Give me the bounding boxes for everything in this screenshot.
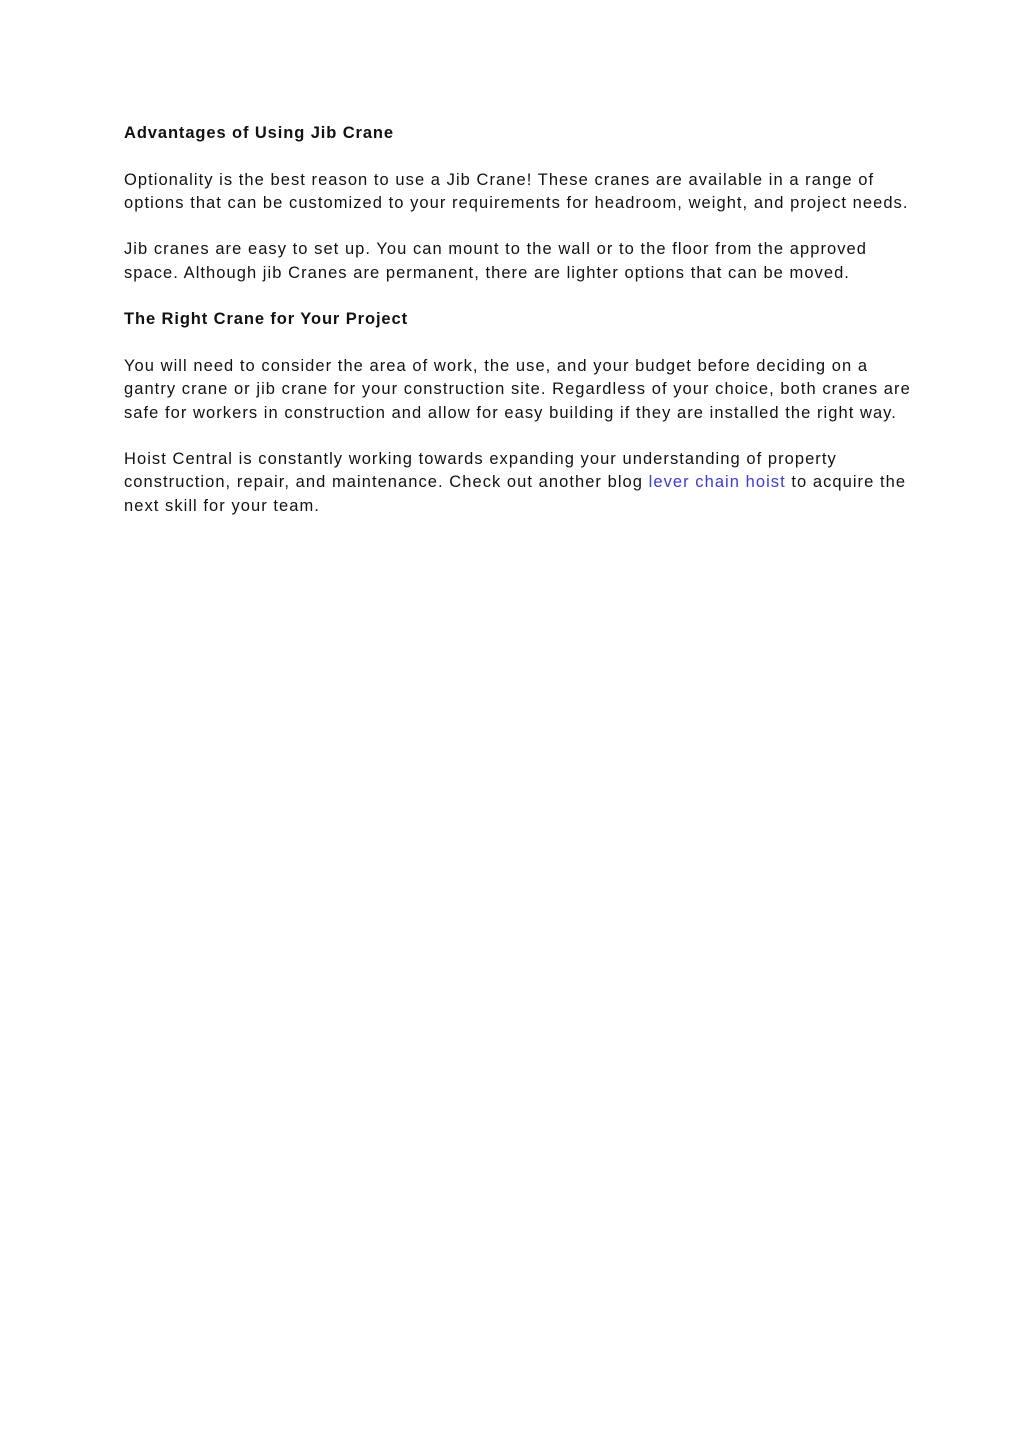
document-page bbox=[124, 122, 914, 541]
paragraph-hoist-central bbox=[124, 448, 914, 518]
paragraph-text-before-link: Hoist Central is constantly working towards expanding your understanding of property construction, repair, and maintenance. Check out another blog bbox=[124, 450, 837, 492]
section-heading-right-crane: The Right Crane for Your Project bbox=[124, 310, 408, 329]
lever-chain-hoist-link[interactable]: lever chain hoist bbox=[648, 473, 786, 492]
paragraph-optionality: Optionality is the best reason to use a Jib Crane! These cranes are available in a range of options that can be customized to your requirements for headroom, weight, and project needs. bbox=[124, 170, 909, 212]
paragraph-setup: Jib cranes are easy to set up. You can mount to the wall or to the floor from the approved space. Although jib Cranes are permanent, there are lighter options that can be moved. bbox=[124, 240, 867, 282]
paragraph-considerations: You will need to consider the area of work, the use, and your budget before deciding on a gantry crane or jib crane for your construction site. Regardless of your choice, both cranes are safe for workers in construction and allow for easy building if they are installed the right way. bbox=[124, 356, 911, 422]
paragraph-text-after-link: to acquire the next skill for your team. bbox=[124, 473, 907, 515]
section-heading-advantages: Advantages of Using Jib Crane bbox=[124, 124, 394, 142]
